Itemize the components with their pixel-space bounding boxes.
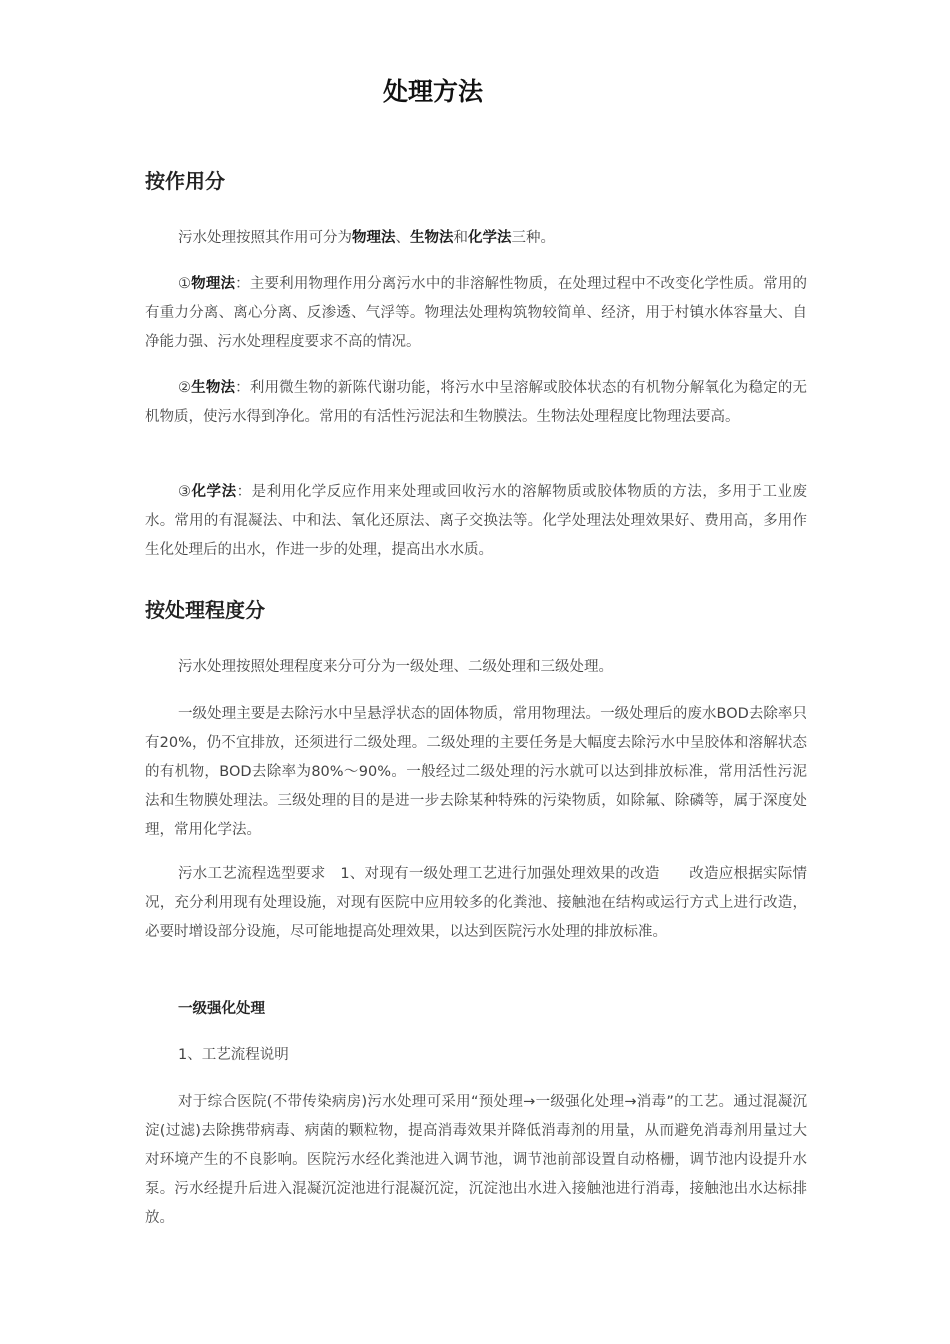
paragraph-text: ：是利用化学反应作用来处理或回收污水的溶解物质或胶体物质的方法，多用于工业废水。常用的有混凝法、中和法、氧化还原法、离子交换法等。化学处理法处理效果好、费用高，多用作生化处理后的出水，作进一步的处理，提高出水水质。: [145, 484, 808, 558]
paragraph-degree-intro: 污水处理按照处理程度来分可分为一级处理、二级处理和三级处理。: [178, 659, 613, 675]
paragraph-text: ：利用微生物的新陈代谢功能，将污水中呈溶解或胶体状态的有机物分解氧化为稳定的无机物质，使污水得到净化。常用的有活性污泥法和生物膜法。生物法处理程度比物理法要高。: [145, 380, 808, 425]
intro-separator: 和: [453, 230, 468, 246]
term-chemical: 化学法: [468, 230, 512, 246]
subheading-enhanced-primary: 一级强化处理: [178, 1001, 265, 1017]
list-marker: ①: [178, 276, 192, 292]
intro-text: 污水处理按照其作用可分为: [178, 230, 352, 246]
intro-text: 三种。: [511, 230, 555, 246]
item-process-description-label: 1、工艺流程说明: [178, 1047, 289, 1063]
paragraph-text: ：主要利用物理作用分离污水中的非溶解性物质，在处理过程中不改变化学性质。常用的有重力分离、离心分离、反渗透、气浮等。物理法处理构筑物较简单、经济，用于村镇水体容量大、自净能力强、污水处理程度要求不高的情况。: [145, 276, 808, 350]
paragraph-process-description: 对于综合医院(不带传染病房)污水处理可采用“预处理→一级强化处理→消毒”的工艺。通过混凝沉淀(过滤)去除携带病毒、病菌的颗粒物，提高消毒效果并降低消毒剂的用量，从而避免消毒剂用量过大对环境产生的不良影响。医院污水经化粪池进入调节池，调节池前部设置自动格栅，调节池内设提升水泵。污水经提升后进入混凝沉淀池进行混凝沉淀，沉淀池出水进入接触池进行消毒，接触池出水达标排放。: [145, 1094, 807, 1226]
paragraph-treatment-levels: 一级处理主要是去除污水中呈悬浮状态的固体物质，常用物理法。一级处理后的废水BOD去除率只有20%，仍不宜排放，还须进行二级处理。二级处理的主要任务是大幅度去除污水中呈胶体和溶解状态的有机物，BOD去除率为80%～90%。一般经过二级处理的污水就可以达到排放标准，常用活性污泥法和生物膜处理法。三级处理的目的是进一步去除某种特殊的污染物质，如除氟、除磷等，属于深度处理，常用化学法。: [145, 706, 807, 838]
paragraph-function-intro: [145, 224, 807, 253]
list-marker: ③: [178, 484, 192, 500]
section-heading-by-degree: 按处理程度分: [145, 598, 265, 622]
intro-separator: 、: [395, 230, 410, 246]
paragraph-biological-method: [145, 374, 807, 432]
document-title: 处理方法: [382, 77, 483, 106]
term-biological: 生物法: [410, 230, 454, 246]
term-physical: 物理法: [352, 230, 396, 246]
term-label: 物理法: [191, 276, 236, 292]
section-heading-by-function: 按作用分: [145, 169, 225, 193]
list-marker: ②: [178, 380, 192, 396]
paragraph-physical-method: [145, 270, 807, 357]
term-label: 化学法: [191, 484, 237, 500]
paragraph-chemical-method: [145, 478, 807, 565]
paragraph-process-selection: 污水工艺流程选型要求 1、对现有一级处理工艺进行加强处理效果的改造 改造应根据实际情况，充分利用现有处理设施，对现有医院中应用较多的化粪池、接触池在结构或运行方式上进行改造，必要时增设部分设施，尽可能地提高处理效果，以达到医院污水处理的排放标准。: [145, 866, 807, 940]
term-label: 生物法: [191, 380, 236, 396]
